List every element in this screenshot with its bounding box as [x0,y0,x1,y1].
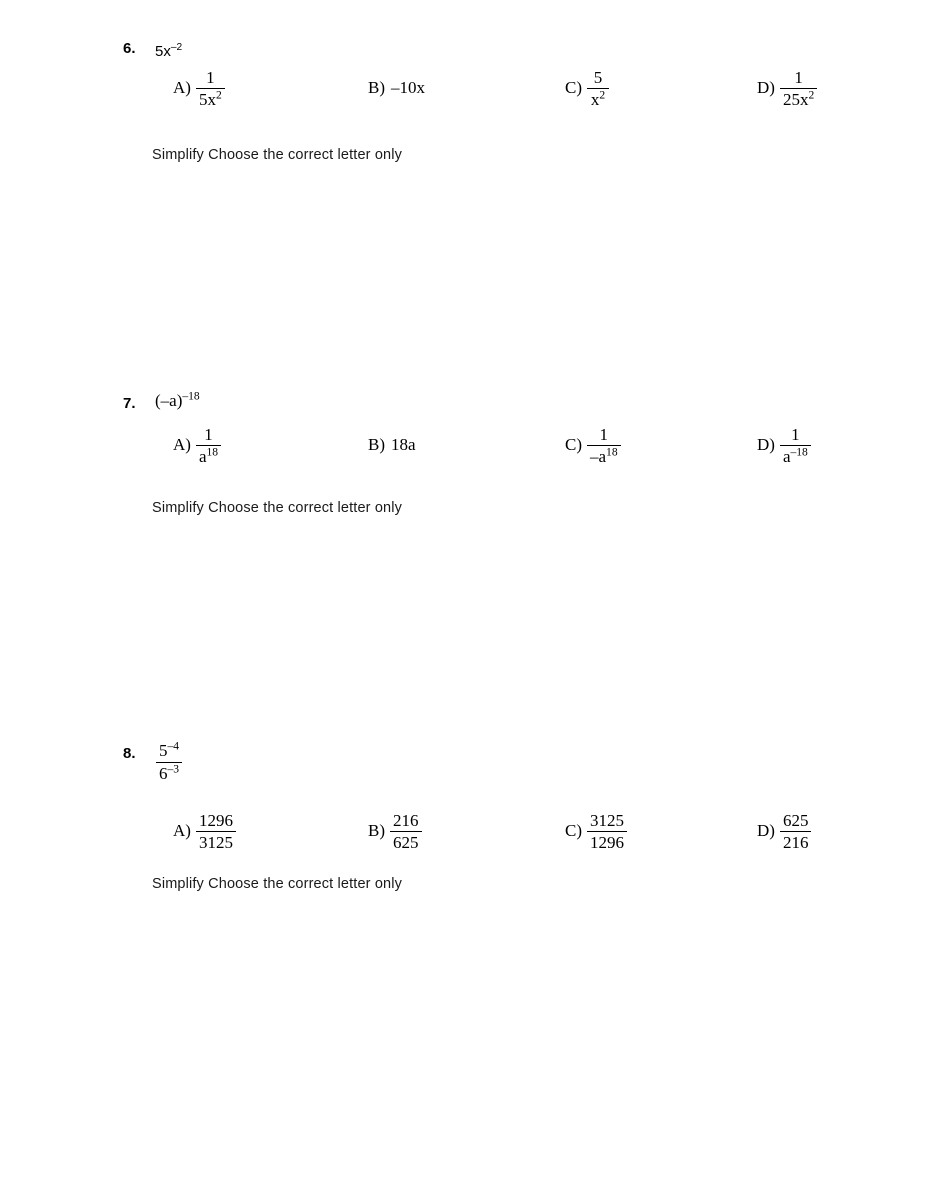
denominator [588,87,608,109]
denominator [196,444,221,466]
choice-label-6-a: A) [173,78,191,97]
denominator [390,833,422,852]
denominator-base: 1296 [590,832,624,852]
choice-8-c[interactable] [565,803,628,859]
choice-6-d[interactable] [757,60,818,116]
numerator: 1296 [198,810,233,830]
denominator-exponent: –18 [790,444,808,458]
numerator-exponent: –4 [167,739,180,753]
denominator-exponent: 18 [206,444,219,458]
instruction-text-8: Simplify Choose the correct letter only [152,876,403,892]
choice-value-7-c [587,425,621,466]
denominator-exponent: –3 [167,762,180,776]
denominator-base: 6 [159,764,168,783]
choice-label-6-b: B) [368,78,385,97]
denominator [780,444,811,466]
stem-base-7: (–a) [155,391,183,410]
choice-value-6-a [196,68,225,109]
denominator [780,87,817,109]
choice-label-7-d: D) [757,435,775,454]
denominator-base: 5x [198,89,216,109]
choice-value-6-c [587,68,609,109]
denominator-exponent: 2 [808,87,815,101]
denominator [587,833,627,852]
choices-row-6 [0,60,926,116]
denominator-base: a [782,446,791,466]
choice-6-a[interactable] [173,60,226,116]
instruction-text-6: Simplify Choose the correct letter only [152,147,403,163]
choice-label-7-b: B) [368,435,385,454]
choice-label-8-d: D) [757,821,775,840]
fraction-bar [780,831,812,832]
choice-label-6-d: D) [757,78,775,97]
choice-label-8-c: C) [565,821,582,840]
choice-6-c[interactable] [565,60,610,116]
choice-label-7-c: C) [565,435,582,454]
denominator [196,87,225,109]
denominator-base: a [198,446,207,466]
numerator: 1 [599,424,609,444]
numerator: 3125 [590,810,624,830]
question-number-8: 8. [123,745,136,762]
choice-6-b[interactable] [368,60,425,116]
denominator-exponent: 2 [599,87,606,101]
choice-7-d[interactable] [757,417,812,473]
choice-7-c[interactable] [565,417,622,473]
choice-8-d[interactable] [757,803,812,859]
numerator: 1 [794,67,803,87]
question-stem-8 [155,741,183,784]
choice-value-6-b: –10x [391,78,425,97]
numerator-base: 5 [159,741,168,760]
stem-fraction-8 [156,741,182,784]
numerator: 625 [782,810,809,830]
choice-value-6-d [780,68,817,109]
numerator: 1 [206,67,215,87]
choice-8-a[interactable] [173,803,237,859]
fraction-bar [587,831,627,832]
question-number-7: 7. [123,395,136,412]
choice-label-8-a: A) [173,821,191,840]
stem-exponent-7: –18 [182,389,200,403]
stem-base-6: 5x [155,43,171,60]
choice-value-8-d [780,811,812,852]
question-number-6: 6. [123,40,136,57]
denominator-base: 25x [782,89,809,109]
fraction-bar [587,88,609,89]
choice-value-7-d [780,425,811,466]
choice-8-b[interactable] [368,803,423,859]
instruction-text-7: Simplify Choose the correct letter only [152,500,403,516]
denominator-base: –a [590,446,607,466]
denominator-exponent: 2 [215,87,222,101]
choices-row-7 [0,417,926,473]
numerator: 1 [791,424,800,444]
numerator: 216 [393,810,419,830]
question-stem-6 [155,42,182,62]
denominator-base: 3125 [198,832,233,852]
denominator [196,833,236,852]
choice-value-8-b [390,811,422,852]
stem-exponent-6: –2 [170,42,183,53]
denominator-base: 216 [782,832,809,852]
denominator-exponent: 18 [606,444,618,458]
denominator [587,444,621,466]
denominator [780,833,812,852]
denominator-base: x [590,89,600,109]
choice-value-8-c [587,811,627,852]
choice-7-b[interactable] [368,417,416,473]
numerator: 5 [593,67,603,87]
choice-value-8-a [196,811,236,852]
choice-value-7-b: 18a [391,435,416,454]
numerator: 1 [204,424,213,444]
numerator [156,741,182,761]
choice-label-6-c: C) [565,78,582,97]
fraction-bar [196,831,236,832]
denominator-base: 625 [393,832,419,852]
choice-label-7-a: A) [173,435,191,454]
choice-value-7-a [196,425,221,466]
denominator [156,764,182,784]
choice-7-a[interactable] [173,417,222,473]
choices-row-8 [0,803,926,859]
choice-label-8-b: B) [368,821,385,840]
question-stem-7 [155,391,200,411]
fraction-bar [390,831,422,832]
